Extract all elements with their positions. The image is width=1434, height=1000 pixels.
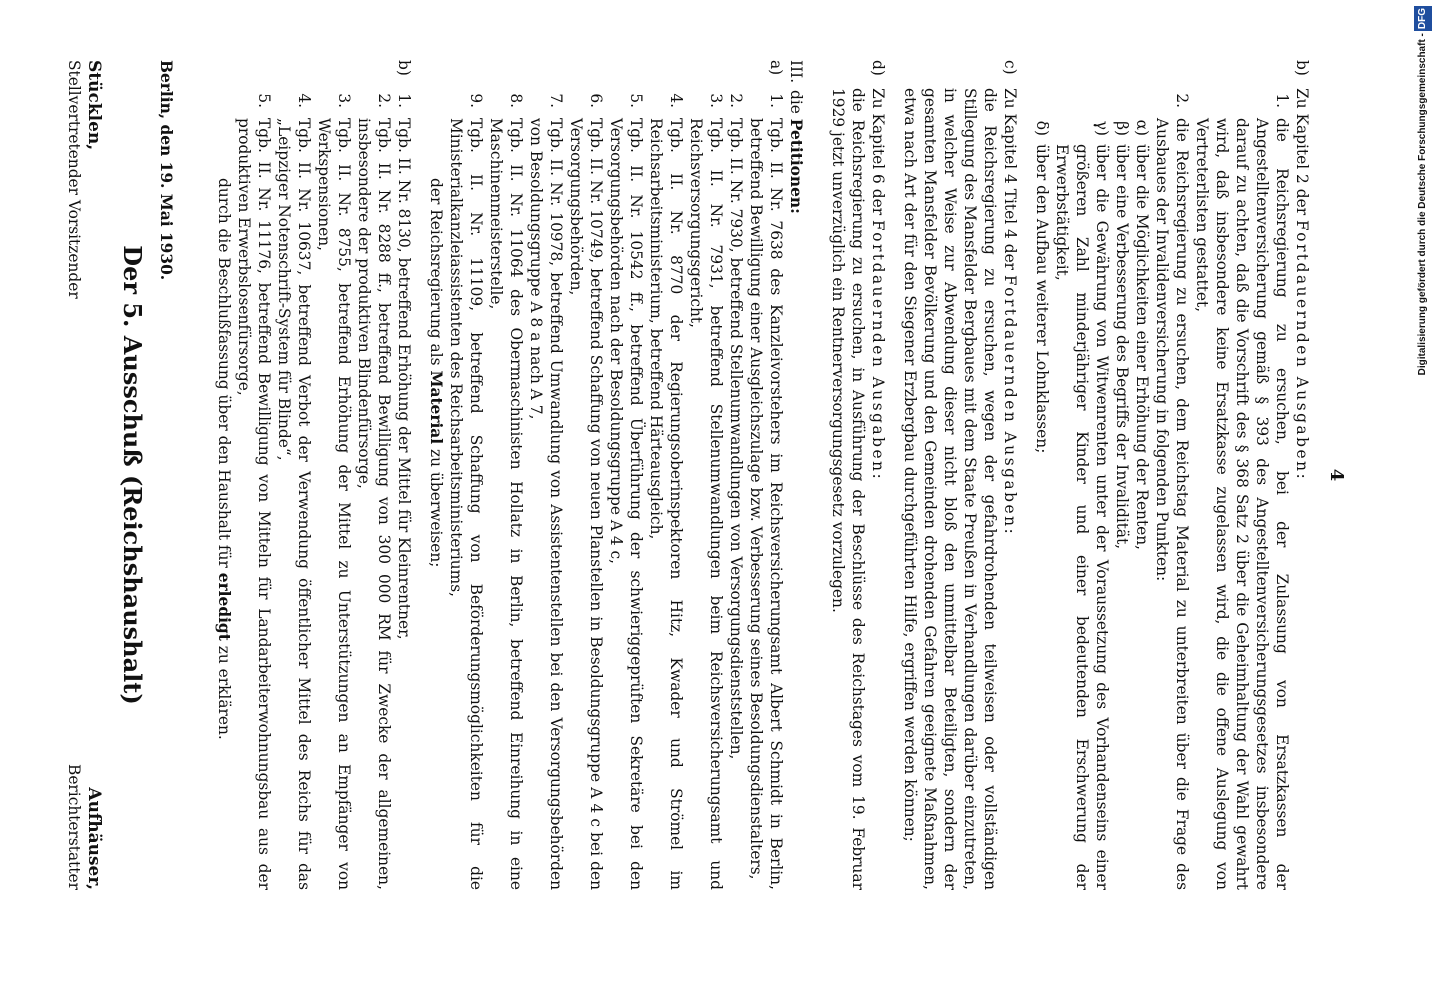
sub-text: über eine Verbesserung des Begriffs der Invalidität, (1113, 144, 1131, 550)
list-item (314, 88, 354, 890)
section-label: III. (787, 60, 805, 84)
resolution-text: zu erklären. (215, 645, 233, 740)
heading-spaced: Fortdauernden Ausgaben: (1293, 219, 1311, 482)
item-text: Tgb. II. Nr. 10542 ff., betreffend Überführung der schwieriggeprüften Sekretäre bei den Versorgungsbehörden nach der Besoldungsgruppe A 4 c, (607, 118, 645, 890)
signature-left (64, 60, 104, 299)
item-text: Tgb. II. Nr. 7931, betreffend Stellenumwandlungen beim Reichsversicherungsamt und Reichsversorgungsgericht, (687, 118, 725, 890)
sub-text: über den Aufbau weiterer Lohnklassen; (1033, 144, 1051, 454)
signatures (64, 60, 104, 890)
item-number: 8. (507, 93, 525, 108)
group-label: b) (395, 60, 413, 76)
heading-bold: Petitionen: (787, 118, 805, 214)
item-number: 4. (295, 93, 313, 108)
petitions-a-resolution (426, 88, 446, 890)
section-c (1000, 60, 1020, 890)
sub-label: δ) (1033, 120, 1051, 136)
sub-item (1032, 116, 1052, 890)
list-item (274, 88, 314, 890)
list-item (354, 88, 394, 890)
resolution-text: der Reichsregierung als (427, 178, 445, 366)
petitions-a-list (426, 88, 786, 890)
item-text: Tgb. II. Nr. 10749, betreffend Schaffung von neuen Planstellen in Besoldungsgruppe A 4 c bei den Versorgungsbehörden, (567, 118, 605, 890)
list-item (606, 88, 646, 890)
resolution-bold: Material (427, 370, 445, 445)
section-heading (1000, 88, 1020, 890)
document-content (64, 60, 1346, 890)
heading-spaced: Fortdauernden Ausgaben: (1001, 274, 1019, 537)
item-text: Tgb. II. Nr. 7638 des Kanzleivorstehers im Reichsversicherungsamt Albert Schmidt in Berlin, betreffend Bewilligung einer Ausgleichszulage bzw. Verbesserung seines Besoldungsdienstalters, (747, 118, 785, 890)
section-b-items (1032, 60, 1292, 890)
item-text: Tgb. II. Nr. 11109, betreffend Schaffung von Beförderungsmöglichkeiten für die Ministerialkanzleiassistenten des Reichsarbeitsministeriums, (447, 118, 485, 890)
item-number: 3. (707, 93, 725, 108)
dfg-notice-label: Digitalisierung gefördert durch die Deutsche Forschungsgemeinschaft - (1417, 33, 1428, 376)
signature-role: Berichterstatter (65, 764, 83, 890)
list-item (1152, 88, 1192, 890)
item-text: Tgb. II. Nr. 10637, betreffend Verbot der Verwendung öffentlicher Mittel des Reichs für das „Leipziger Notenschrift-System für Blinde“, (275, 118, 313, 890)
petitions-b (214, 60, 414, 890)
section-d-text: die Reichsregierung zu ersuchen, in Ausführung der Beschlüsse des Reichstages vom 19. Februar 1929 jetzt unverzüglich ein Rentnerversorgungsgesetz vorzulegen. (829, 88, 867, 890)
section-III (786, 60, 806, 890)
list-item (234, 88, 274, 890)
item-text: Tgb. II. Nr. 8288 ff., betreffend Bewilligung von 300 000 RM für Zwecke der allgemeinen, insbesondere der produktiven Blindenfürsorge, (355, 118, 393, 890)
list-item (446, 88, 486, 890)
item-number: 2. (1173, 93, 1191, 108)
item-number: 5. (627, 93, 645, 108)
petitions-a (426, 60, 786, 890)
item-text: Tgb. II. Nr. 8755, betreffend Erhöhung der Mittel zu Unterstützungen an Empfänger von Werkspensionen, (315, 118, 353, 890)
item-text: Tgb. II. Nr. 8770 der Regierungsoberinspektoren Hitz, Kwader und Strömel im Reichsarbeitsministerium, betreffend Härteausgleich, (647, 118, 685, 890)
signature-name: Aufhäuser, (84, 787, 104, 890)
date-line: Berlin, den 19. Mai 1930. (157, 60, 175, 281)
item-number: 1. (767, 93, 785, 108)
group-label: a) (767, 60, 785, 76)
item-number: 6. (587, 93, 605, 108)
list-item (566, 88, 606, 890)
sub-item (1132, 116, 1152, 890)
item-text: die Reichsregierung zu ersuchen, dem Reichstag Material zu unterbreiten über die Frage des Ausbaues der Invalidenversicherung in folgenden Punkten: (1153, 118, 1191, 890)
list-item (486, 88, 526, 890)
list-item (686, 88, 726, 890)
item-number: 4. (667, 93, 685, 108)
heading-text: Zu Kapitel 2 der (1293, 88, 1311, 216)
dfg-logo: DFG (1414, 6, 1432, 31)
list-item (1192, 88, 1292, 890)
item-number: 1. (395, 93, 413, 108)
heading-text: Zu Kapitel 6 der (869, 88, 887, 216)
dfg-notice-text (1414, 6, 1432, 396)
list-item (394, 88, 414, 890)
list-item (526, 88, 566, 890)
item-number: 9. (467, 93, 485, 108)
section-b (1292, 60, 1312, 890)
heading-spaced: Fortdauernden Ausgaben: (869, 219, 887, 482)
resolution-text: durch die Beschlußfassung über den Haushalt für (215, 178, 233, 568)
item-number: 3. (335, 93, 353, 108)
list-item (726, 88, 746, 890)
sub-label: γ) (1093, 120, 1111, 136)
item-text: Tgb. II. Nr. 11176, betreffend Bewilligung von Mitteln für Landarbeiterwohnungsbau aus der produktiven Erwerbslosenfürsorge, (235, 118, 273, 890)
committee-title: Der 5. Ausschuß (Reichshaushalt) (118, 245, 147, 705)
item-number: 7. (547, 93, 565, 108)
item-text: Tgb. II. Nr. 10978, betreffend Umwandlung von Assistentenstellen bei den Versorgungsbehörden von Besoldungsgruppe A 8 a nach A 7, (527, 118, 565, 890)
sub-label: β) (1113, 121, 1131, 136)
resolution-bold: erledigt (215, 572, 233, 641)
item-text: Tgb. II. Nr. 11064 des Obermaschinisten Hollatz in Berlin, betreffend Einreihung in eine Maschinenmeisterstelle, (487, 118, 525, 890)
item-text: die Reichsregierung zu ersuchen, bei der Zulassung von Ersatzkassen der Angestelltenversicherung gemäß § 393 des Angestelltenversicherungsgesetzes insbesondere darauf zu achten, daß die Vorschrift des § 368 Satz 2 über die Geheimhaltung der Wahl gewahrt wird, daß insbesondere keine Ersatzkasse zugelassen wird, die die offene Auslegung von Vertreterlisten gestattet, (1193, 118, 1291, 890)
section-label: b) (1293, 60, 1311, 76)
item-text: Tgb. II. Nr. 8130, betreffend Erhöhung der Mittel für Kleinrentner, (395, 118, 413, 640)
item-number: 5. (255, 93, 273, 108)
page-number: 4 (1326, 468, 1347, 482)
item-number: 2. (375, 93, 393, 108)
resolution-text: zu überweisen; (427, 449, 445, 568)
signature-name: Stücklen, (84, 60, 104, 151)
section-heading (868, 88, 888, 890)
section-heading (1292, 88, 1312, 890)
section-label: d) (869, 60, 887, 76)
item-number: 1. (1273, 93, 1291, 108)
sub-item (1112, 116, 1132, 890)
heading-text: die (787, 90, 805, 114)
sub-items (1032, 88, 1152, 890)
sub-text: über die Möglichkeiten einer Erhöhung der Renten, (1133, 144, 1151, 551)
section-c-text: die Reichsregierung zu ersuchen, wegen der gefahrdrohenden teilweisen oder vollständigen Stillegung des Mansfelder Bergbaues mit dem Staate Preußen in Verhandlungen darüber einzutreten, in welcher Weise zur Abwendung dieser nicht bloß den unmittelbar Beteiligten, sondern der gesamten Mansfelder Bevölkerung und den Gemeinden drohenden Gefahren geeignete Maßnahmen, etwa nach Art der für den Siegener Erzbergbau durchgeführten Hilfe, ergriffen werden können; (901, 88, 999, 890)
dfg-notice (1414, 6, 1432, 396)
signature-right (64, 764, 104, 890)
sub-item (1052, 116, 1112, 890)
petitions-b-resolution (214, 88, 234, 890)
item-text: Tgb. II. Nr. 7930, betreffend Stellenumwandlungen von Versorgungsdienststellen, (727, 118, 745, 760)
heading-text: Zu Kapitel 4 Titel 4 der (1001, 88, 1019, 271)
section-label: c) (1001, 60, 1019, 75)
list-item (646, 88, 686, 890)
section-d (868, 60, 888, 890)
sub-text: über die Gewährung von Witwenrenten unter der Voraussetzung des Vorhandenseins einer größeren Zahl minderjähriger Kinder und einer bedeutenden Erschwerung der Erwerbstätigkeit, (1053, 144, 1111, 890)
signature-role: Stellvertretender Vorsitzender (65, 60, 83, 299)
list-item (746, 88, 786, 890)
petitions-b-list (214, 88, 414, 890)
sub-label: α) (1133, 119, 1151, 136)
item-number: 2. (727, 93, 745, 108)
section-heading (786, 90, 806, 890)
